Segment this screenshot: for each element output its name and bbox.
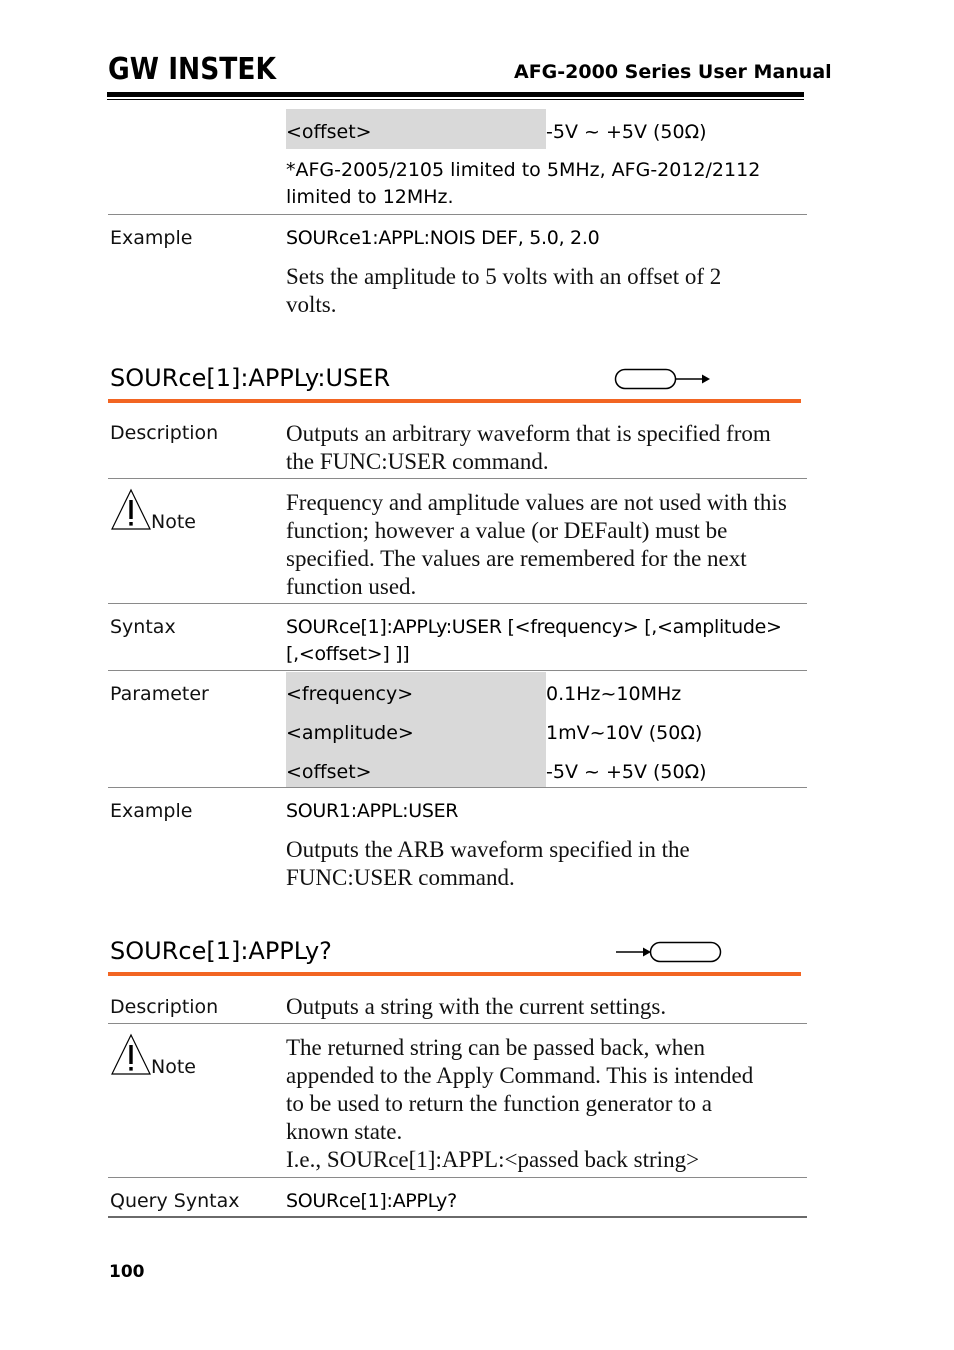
warning-icon [110,1033,152,1077]
example-description: Sets the amplitude to 5 volts with an offset of 2 volts. [286,264,722,317]
divider [108,603,807,604]
divider [108,670,807,671]
header-rule [107,92,804,97]
note-label: Note [151,511,196,533]
note-example: I.e., SOURce[1]:APPL:<passed back string> [286,1147,700,1172]
parameter-label: Parameter [110,683,209,705]
query-syntax-label: Query Syntax [110,1190,240,1212]
example-description: Outputs the ARB waveform specified in the FUNC:USER command. [286,837,690,890]
example-label: Example [110,800,193,822]
description-text: Outputs an arbitrary waveform that is specified from the FUNC:USER command. [286,421,771,474]
example-label: Example [110,227,193,249]
param-offset-value: -5V ~ +5V (50Ω) [546,761,707,783]
description-label: Description [110,422,219,444]
note-label: Note [151,1056,196,1078]
logo-text: GW INSTEK [108,52,278,82]
manual-title: AFG-2000 Series User Manual [514,61,832,83]
query-syntax-text: SOURce[1]:APPLy? [286,1190,457,1212]
divider [108,1177,807,1178]
description-label: Description [110,996,219,1018]
param-offset-name: <offset> [286,121,372,143]
divider [108,214,807,215]
param-offset-name: <offset> [286,761,372,783]
section-rule [108,972,801,976]
param-amplitude-name: <amplitude> [286,722,414,744]
param-offset-value: -5V ~ +5V (50Ω) [546,121,707,143]
brand-logo [108,52,280,90]
param-amplitude-value: 1mV~10V (50Ω) [546,722,703,744]
divider [108,478,807,479]
example-command: SOUR1:APPL:USER [286,800,459,822]
description-text: Outputs a string with the current settings. [286,994,667,1019]
syntax-text: SOURce[1]:APPLy:USER [<frequency> [,<amplitude> [,<offset>] ]] [286,616,782,665]
param-frequency-name: <frequency> [286,683,414,705]
section-title-apply-query: SOURce[1]:APPLy? [110,937,332,965]
divider [108,1216,807,1218]
page-number: 100 [109,1262,145,1282]
example-command: SOURce1:APPL:NOIS DEF, 5.0, 2.0 [286,227,600,249]
section-rule [108,399,801,403]
section-title-apply-user: SOURce[1]:APPLy:USER [110,364,391,392]
syntax-label: Syntax [110,616,176,638]
warning-icon [110,488,152,532]
limit-note: *AFG-2005/2105 limited to 5MHz, AFG-2012/2112 limited to 12MHz. [286,159,761,208]
set-command-icon [614,366,712,392]
divider [108,1023,807,1024]
divider [108,787,807,788]
header-rule-thin [107,99,804,100]
note-text: Frequency and amplitude values are not used with this function; however a value (or DEFault) must be specified. The values are remembered for the next function used. [286,490,787,599]
note-text: The returned string can be passed back, when appended to the Apply Command. This is intended to be used to return the function generator to a known state. [286,1035,754,1144]
param-frequency-value: 0.1Hz~10MHz [546,683,682,705]
gw-instek-logo [108,52,280,82]
query-command-icon [614,939,724,965]
